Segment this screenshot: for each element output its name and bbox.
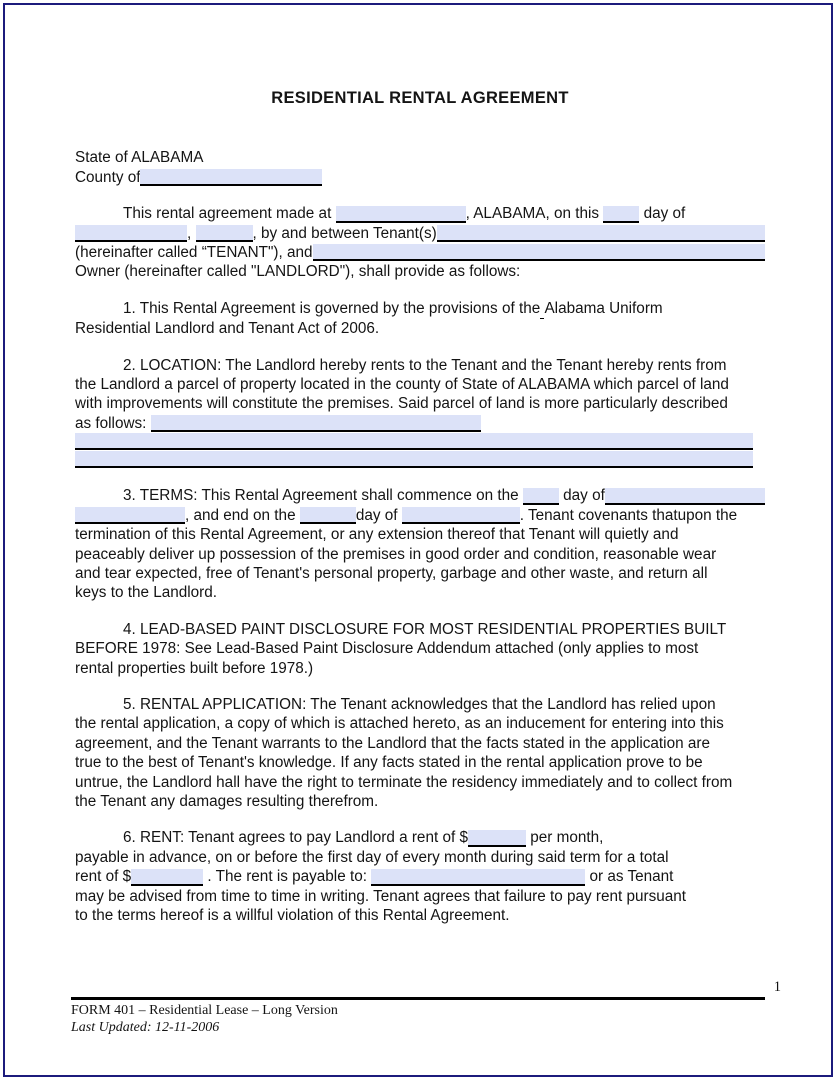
text-line [75, 375, 765, 394]
text-line [75, 734, 765, 753]
form-field-commence-year[interactable] [75, 507, 185, 524]
text-line [75, 695, 765, 714]
footer-rule [71, 997, 765, 1000]
text-run: State of ALABAMA [75, 149, 204, 167]
form-field-county[interactable] [140, 169, 322, 186]
text-run: day of [558, 487, 605, 505]
page-footer [71, 979, 783, 1036]
text-run: agreement, and the Tenant warrants to the Landlord that the facts stated in the application are [75, 734, 710, 752]
text-line [75, 564, 765, 583]
text-line [75, 506, 765, 525]
text-line [75, 394, 765, 413]
text-line [75, 848, 765, 867]
text-line [75, 545, 765, 564]
text-run: BEFORE 1978: See Lead-Based Paint Disclosure Addendum attached (only applies to most [75, 640, 699, 658]
form-field-commence-day[interactable] [523, 488, 559, 505]
document-body [75, 148, 765, 925]
text-line [75, 867, 765, 886]
footer-form-line: FORM 401 – Residential Lease – Long Version [71, 1003, 338, 1018]
text-run: , by and between Tenant(s) [252, 224, 437, 242]
text-run: Owner (hereinafter called "LANDLORD"), shall provide as follows: [75, 263, 521, 281]
text-run: 3. TERMS: This Rental Agreement shall commence on the [123, 487, 523, 505]
text-run: may be advised from time to time in writing. Tenant agrees that failure to pay rent pursuant [75, 887, 687, 905]
form-field-monthly-rent[interactable] [468, 830, 526, 847]
text-line [75, 753, 765, 772]
text-run: payable in advance, on or before the first day of every month during said term for a total [75, 848, 669, 866]
text-run: 2. LOCATION: The Landlord hereby rents to the Tenant and the Tenant hereby rents from [123, 356, 727, 374]
form-field-tenants[interactable] [437, 225, 765, 242]
paragraph [75, 828, 765, 925]
text-run: or as Tenant [585, 868, 674, 886]
text-run: peaceably deliver up possession of the premises in good order and condition, reasonable wear [75, 545, 717, 563]
text-run: 4. LEAD-BASED PAINT DISCLOSURE FOR MOST RESIDENTIAL PROPERTIES BUILT [123, 620, 727, 638]
text-line [75, 451, 765, 469]
form-field-month[interactable] [75, 225, 187, 242]
paragraph [75, 356, 765, 470]
text-run: true to the best of Tenant's knowledge. If any facts stated in the rental application prove to be [75, 754, 703, 772]
text-run: day of [355, 506, 402, 524]
page-title: RESIDENTIAL RENTAL AGREEMENT [271, 89, 569, 107]
text-line [75, 224, 765, 243]
text-run: , ALABAMA, on this [465, 205, 604, 223]
text-line [75, 906, 765, 925]
text-run: 6. RENT: Tenant agrees to pay Landlord a rent of $ [123, 829, 468, 847]
form-field-total-rent[interactable] [131, 869, 203, 886]
text-run: (hereinafter called “TENANT"), and [75, 244, 313, 262]
text-line [75, 168, 765, 187]
text-line [75, 887, 765, 906]
paragraph [75, 148, 765, 187]
form-field-day[interactable] [603, 206, 639, 223]
paragraph [75, 620, 765, 678]
text-line [75, 828, 765, 847]
page-number: 1 [773, 979, 781, 995]
text-run: rent of $ [75, 868, 132, 886]
text-line [75, 204, 765, 223]
text-run: Alabama Uniform [544, 299, 663, 317]
text-run: to the terms hereof is a willful violation of this Rental Agreement. [75, 907, 510, 924]
text-line [75, 148, 765, 167]
form-field-property-description-2[interactable] [75, 433, 753, 450]
text-run: and tear expected, free of Tenant's personal property, garbage and other waste, and return all [75, 564, 708, 582]
paragraph [75, 204, 765, 282]
form-field-property-description-3[interactable] [75, 451, 753, 468]
text-line [75, 243, 765, 262]
text-run: termination of this Rental Agreement, or any extension thereof that Tenant will quietly and [75, 526, 679, 544]
page-content [5, 5, 831, 1075]
text-line [75, 433, 765, 451]
form-field-end-day[interactable] [300, 507, 356, 524]
text-run: keys to the Landlord. [75, 584, 218, 602]
text-run: 5. RENTAL APPLICATION: The Tenant acknowledges that the Landlord has relied upon [123, 695, 716, 713]
text-run: , [187, 224, 196, 242]
text-run: 1. This Rental Agreement is governed by the provisions of the [123, 299, 541, 317]
text-line [75, 262, 765, 281]
text-line [75, 525, 765, 544]
text-run: as follows: [75, 414, 151, 432]
text-line [75, 620, 765, 639]
text-line [75, 356, 765, 375]
form-field-year[interactable] [196, 225, 253, 242]
text-run: the Landlord a parcel of property located in the county of State of ALABAMA which parcel of land [75, 376, 729, 394]
text-run: per month, [525, 829, 604, 847]
text-line [75, 319, 765, 338]
paragraph [75, 486, 765, 602]
form-field-end-month[interactable] [402, 507, 520, 524]
text-line [75, 299, 765, 319]
form-field-commence-month[interactable] [605, 488, 765, 505]
form-field-property-description-1[interactable] [151, 415, 481, 432]
text-run: untrue, the Landlord hall have the right to terminate the residency immediately and to collect from [75, 773, 733, 791]
text-line [75, 792, 765, 811]
text-run: day of [639, 205, 686, 223]
text-line [75, 583, 765, 602]
form-field-payable-to[interactable] [371, 869, 585, 886]
form-field-landlord[interactable] [313, 244, 765, 261]
text-run: . The rent is payable to: [203, 868, 372, 886]
paragraph [75, 695, 765, 811]
text-run: the Tenant any damages resulting therefrom. [75, 792, 379, 810]
text-run: , and end on the [185, 506, 300, 524]
text-line [75, 486, 765, 505]
text-run: Residential Landlord and Tenant Act of 2006. [75, 320, 380, 338]
text-line [75, 773, 765, 792]
text-line [75, 714, 765, 733]
text-run: rental properties built before 1978.) [75, 659, 314, 677]
footer-updated-line: Last Updated: 12-11-2006 [71, 1020, 220, 1035]
form-field-city[interactable] [336, 206, 466, 223]
text-run: . Tenant covenants thatupon the [519, 506, 738, 524]
text-line [75, 639, 765, 658]
paragraph [75, 299, 765, 339]
text-run: with improvements will constitute the premises. Said parcel of land is more particularly described [75, 395, 728, 413]
text-line [75, 659, 765, 678]
text-run: This rental agreement made at [123, 205, 336, 223]
text-run: the rental application, a copy of which is attached hereto, as an inducement for entering into this [75, 715, 724, 733]
text-run: County of [75, 168, 141, 186]
text-line [75, 414, 765, 433]
